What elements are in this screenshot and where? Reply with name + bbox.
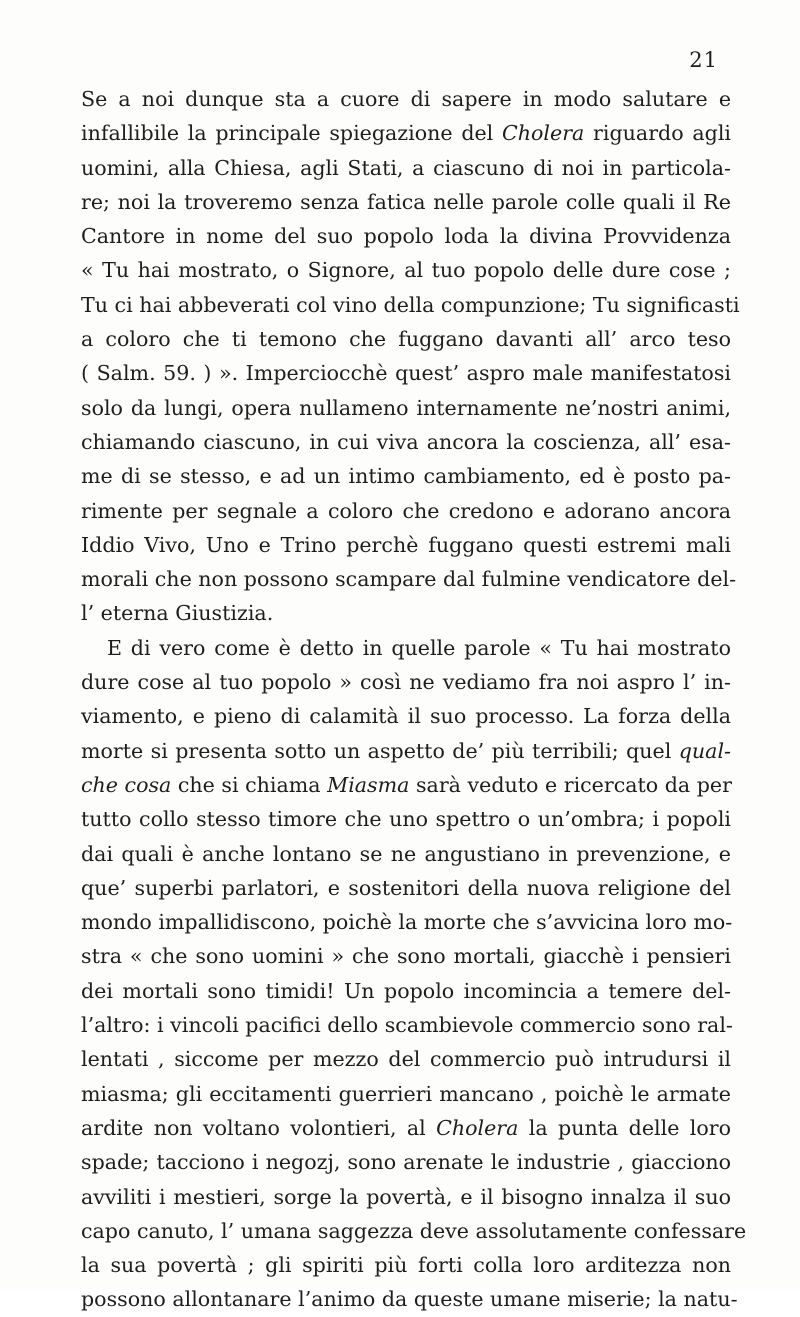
text-line bbox=[81, 974, 731, 1008]
text-span: que’ superbi parlatori, e sostenitori della nuova religione del bbox=[81, 875, 731, 900]
text-span: ardite non voltano volontieri, al bbox=[81, 1115, 437, 1140]
text-line bbox=[81, 734, 731, 768]
text-span: chiamando ciascuno, in cui viva ancora la coscienza, all’ esa- bbox=[81, 429, 731, 454]
text-line bbox=[81, 768, 731, 802]
text-span: lentati , siccome per mezzo del commercio può intrudursi il bbox=[81, 1047, 731, 1072]
text-span: Tu ci hai abbeverati col vino della compunzione; Tu significasti bbox=[81, 292, 740, 317]
text-span: Iddio Vivo, Uno e Trino perchè fuggano questi estremi mali bbox=[81, 532, 731, 557]
text-line bbox=[81, 288, 740, 322]
text-line bbox=[81, 1111, 731, 1145]
text-line bbox=[81, 425, 731, 459]
text-span: viamento, e pieno di calamità il suo processo. La forza della bbox=[81, 704, 731, 729]
text-line bbox=[81, 1145, 731, 1179]
text-line bbox=[81, 459, 731, 493]
text-line bbox=[81, 391, 731, 425]
text-span: tutto collo stesso timore che uno spettro o un’ombra; i popoli bbox=[81, 807, 731, 832]
text-line bbox=[81, 151, 731, 185]
text-span: a coloro che ti temono che fuggano davanti all’ arco teso bbox=[81, 327, 731, 352]
text-span: solo da lungi, opera nullameno internamente ne’nostri animi, bbox=[81, 395, 731, 420]
text-span: riguardo agli bbox=[584, 121, 731, 146]
text-line bbox=[81, 631, 731, 665]
text-span: uomini, alla Chiesa, agli Stati, a ciascuno di noi in particola- bbox=[81, 155, 731, 180]
text-span: re; noi la troveremo senza fatica nelle parole colle quali il Re bbox=[81, 189, 731, 214]
text-line bbox=[81, 528, 731, 562]
text-line bbox=[81, 837, 731, 871]
italic-text: qual- bbox=[678, 738, 731, 763]
text-span: me di se stesso, e ad un intimo cambiamento, ed è posto pa- bbox=[81, 464, 731, 489]
text-line bbox=[81, 665, 731, 699]
text-line bbox=[81, 1214, 747, 1248]
text-line bbox=[81, 116, 731, 150]
text-span: la punta delle loro bbox=[518, 1115, 731, 1140]
text-line bbox=[81, 253, 731, 287]
italic-text: Cholera bbox=[436, 1115, 519, 1140]
italic-text: Miasma bbox=[327, 772, 410, 797]
text-span: stra « che sono uomini » che sono mortali, giacchè i pensieri bbox=[81, 944, 731, 969]
text-span: capo canuto, l’ umana saggezza deve assolutamente confessare bbox=[81, 1218, 747, 1243]
text-span: possono allontanare l’animo da queste umane miserie; la natu- bbox=[81, 1287, 738, 1312]
text-span: che si chiama bbox=[171, 772, 328, 797]
text-span: sarà veduto e ricercato da per bbox=[409, 772, 732, 797]
text-span: avviliti i mestieri, sorge la povertà, e il bisogno innalza il suo bbox=[81, 1184, 731, 1209]
text-span: dai quali è anche lontano se ne angustiano in prevenzione, e bbox=[81, 841, 731, 866]
text-span: mondo impallidiscono, poichè la morte che s’avvicina loro mo- bbox=[81, 910, 733, 935]
body-text bbox=[81, 82, 747, 1317]
text-span: ( Salm. 59. ) ». Imperciocchè quest’ aspro male manifestatosi bbox=[81, 361, 731, 386]
text-line bbox=[81, 699, 731, 733]
text-span: morali che non possono scampare dal fulmine vendicatore del- bbox=[81, 567, 737, 592]
text-line bbox=[81, 905, 731, 939]
italic-text: Cholera bbox=[502, 121, 585, 146]
text-line bbox=[81, 871, 731, 905]
text-line bbox=[81, 1077, 731, 1111]
text-line bbox=[81, 219, 731, 253]
page-number: 21 bbox=[689, 48, 718, 72]
text-span: dure cose al tuo popolo » così ne vediamo fra noi aspro l’ in- bbox=[81, 670, 731, 695]
text-line bbox=[81, 494, 731, 528]
text-line bbox=[81, 82, 731, 116]
text-span: infallibile la principale spiegazione del bbox=[81, 121, 502, 146]
text-line bbox=[81, 562, 737, 596]
text-span: l’altro: i vincoli pacifici dello scambievole commercio sono ral- bbox=[81, 1013, 733, 1038]
text-line bbox=[81, 1282, 738, 1316]
text-line bbox=[81, 596, 731, 630]
text-span: rimente per segnale a coloro che credono e adorano ancora bbox=[81, 498, 731, 523]
text-line bbox=[81, 1180, 731, 1214]
text-line bbox=[81, 939, 731, 973]
text-line bbox=[81, 356, 731, 390]
text-line bbox=[81, 802, 731, 836]
italic-text: che cosa bbox=[81, 772, 172, 797]
text-span: E di vero come è detto in quelle parole « Tu hai mostrato bbox=[107, 635, 731, 660]
text-line bbox=[81, 1042, 731, 1076]
text-span: Cantore in nome del suo popolo loda la divina Provvidenza bbox=[81, 224, 731, 249]
text-line bbox=[81, 185, 731, 219]
text-line bbox=[81, 1008, 731, 1042]
text-span: la sua povertà ; gli spiriti più forti colla loro arditezza non bbox=[81, 1253, 731, 1278]
text-span: « Tu hai mostrato, o Signore, al tuo popolo delle dure cose ; bbox=[81, 258, 731, 283]
text-line bbox=[81, 1248, 731, 1282]
text-span: dei mortali sono timidi! Un popolo incomincia a temere del- bbox=[81, 978, 731, 1003]
text-span: miasma; gli eccitamenti guerrieri mancano , poichè le armate bbox=[81, 1081, 731, 1106]
text-span: Se a noi dunque sta a cuore di sapere in modo salutare e bbox=[81, 87, 731, 111]
text-line bbox=[81, 322, 731, 356]
text-span: spade; tacciono i negozj, sono arenate le industrie , giacciono bbox=[81, 1150, 731, 1175]
text-span: l’ eterna Giustizia. bbox=[81, 601, 274, 626]
text-span: morte si presenta sotto un aspetto de’ più terribili; quel bbox=[81, 738, 679, 763]
